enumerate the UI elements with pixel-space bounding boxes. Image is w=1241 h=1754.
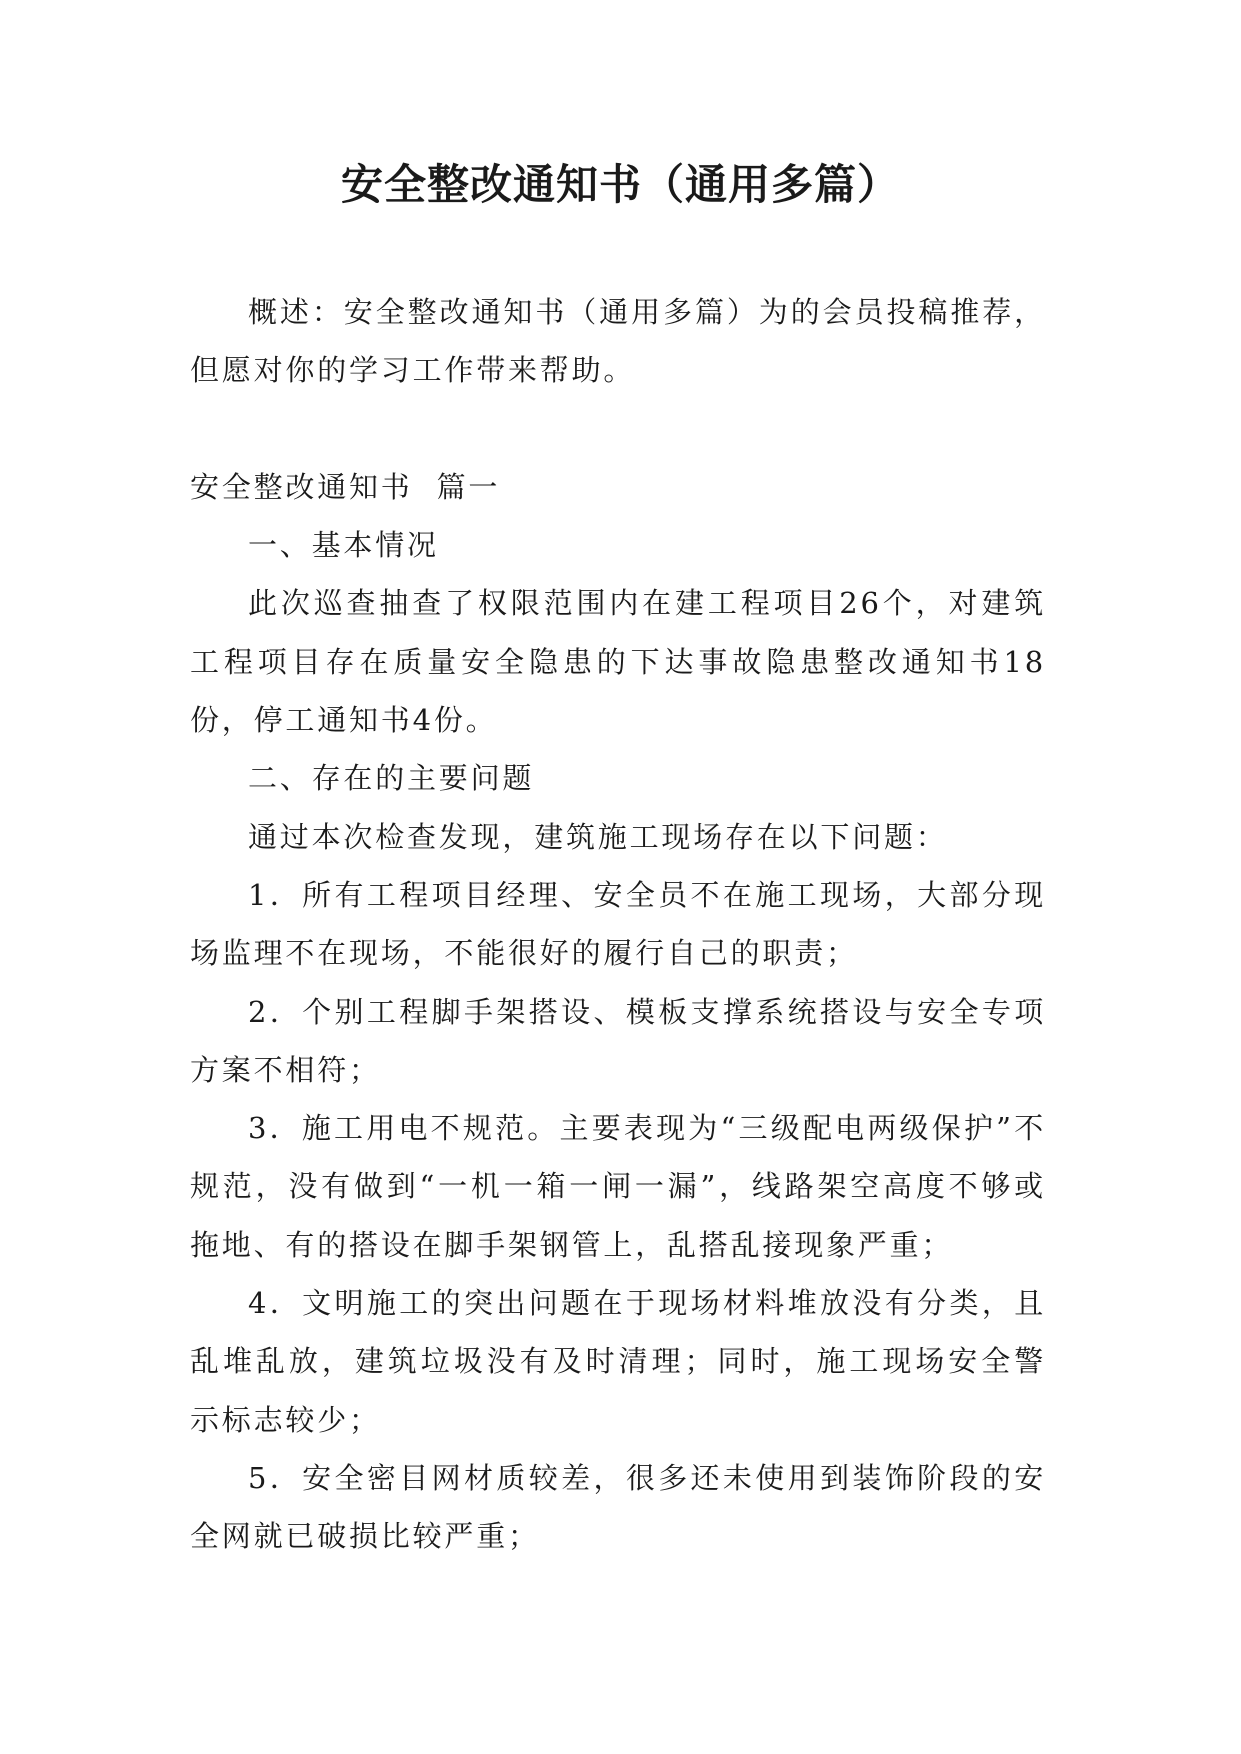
- list-item: 4．文明施工的突出问题在于现场材料堆放没有分类，且乱堆乱放，建筑垃圾没有及时清理；同时，施工现场安全警示标志较少；: [190, 1286, 1046, 1437]
- document-title: 安全整改通知书（通用多篇）: [340, 160, 900, 209]
- list-item: 2．个别工程脚手架搭设、模板支撑系统搭设与安全专项方案不相符；: [190, 994, 1046, 1087]
- section-heading: 安全整改通知书 篇一: [190, 469, 501, 504]
- paragraph-heading-basic: 一、基本情况: [248, 528, 439, 563]
- document-body: [190, 283, 1046, 1566]
- paragraph-heading-problems: 二、存在的主要问题: [248, 761, 535, 796]
- paragraph: 此次巡查抽查了权限范围内在建工程项目26个，对建筑工程项目存在质量安全隐患的下达事故隐患整改通知书18份，停工通知书4份。: [190, 586, 1046, 738]
- summary-paragraph: 概述：安全整改通知书（通用多篇）为的会员投稿推荐，但愿对你的学习工作带来帮助。: [190, 295, 1046, 388]
- list-item: 1．所有工程项目经理、安全员不在施工现场，大部分现场监理不在现场，不能很好的履行自己的职责；: [190, 877, 1046, 971]
- paragraph-spacer: [190, 400, 1046, 458]
- paragraph: 通过本次检查发现，建筑施工现场存在以下问题：: [248, 819, 948, 854]
- list-item: 3．施工用电不规范。主要表现为“三级配电两级保护”不规范，没有做到“一机一箱一闸一漏”，线路架空高度不够或拖地、有的搭设在脚手架钢管上，乱搭乱接现象严重；: [190, 1111, 1046, 1262]
- list-item: 5．安全密目网材质较差，很多还未使用到装饰阶段的安全网就已破损比较严重；: [190, 1460, 1046, 1554]
